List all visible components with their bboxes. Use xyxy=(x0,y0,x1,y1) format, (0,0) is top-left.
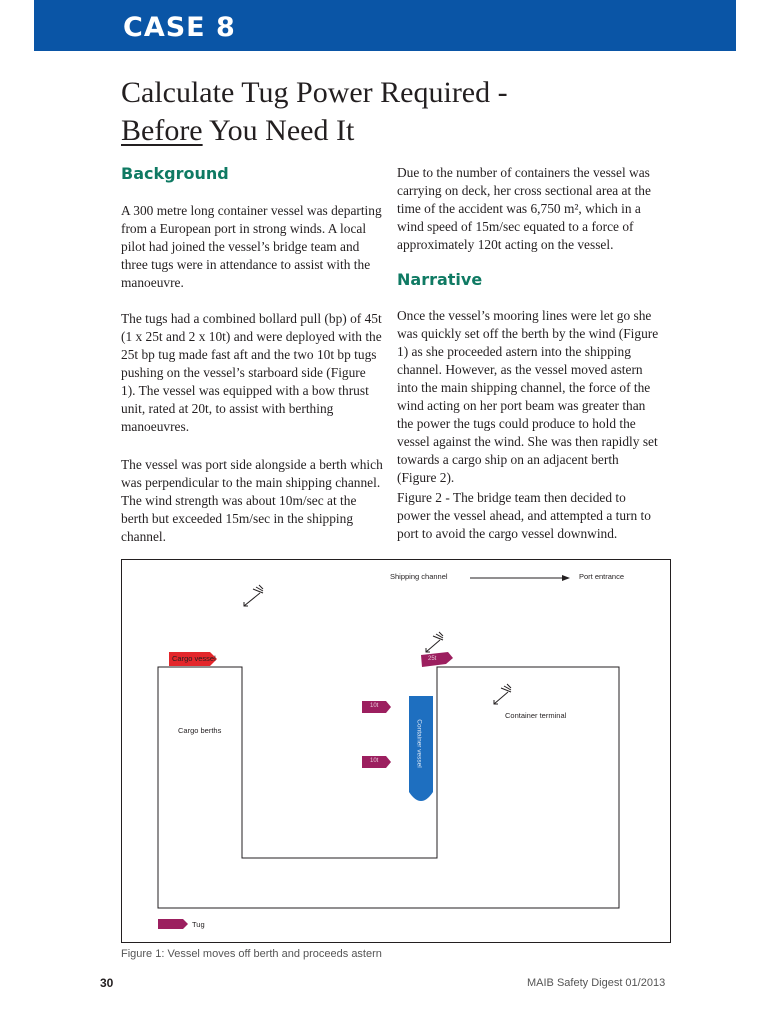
publication-footer: MAIB Safety Digest 01/2013 xyxy=(527,977,666,989)
shipping-channel-label: Shipping channel xyxy=(390,572,448,581)
wind-arrow-2 xyxy=(426,632,443,652)
tug-side-2-label: 10t xyxy=(370,758,379,764)
channel-arrow-head xyxy=(562,575,570,581)
page-title xyxy=(121,74,721,150)
tug-side-1-label: 10t xyxy=(370,703,379,709)
narrative-heading: Narrative xyxy=(397,270,483,289)
tug-aft-label: 25t xyxy=(428,656,437,662)
figure-caption: Figure 1: Vessel moves off berth and proceeds astern xyxy=(121,948,382,960)
harbour-diagram xyxy=(122,560,670,942)
background-paragraph-4: Due to the number of containers the vessel was carrying on deck, her cross sectional area at the time of the accident was 6,750 m², which in a wind speed of 15m/sec equated to a force of approximately 120t acting on the vessel. xyxy=(397,165,651,252)
wind-arrow-3 xyxy=(494,684,511,704)
background-heading: Background xyxy=(121,164,229,183)
case-label: CASE 8 xyxy=(123,12,236,43)
legend-tug-shape xyxy=(158,919,188,929)
container-terminal-label: Container terminal xyxy=(505,711,567,720)
port-entrance-label: Port entrance xyxy=(579,572,625,581)
figure-1-diagram xyxy=(121,559,671,943)
page-number: 30 xyxy=(100,976,114,990)
legend-tug-label: Tug xyxy=(192,920,205,929)
cargo-berths-label: Cargo berths xyxy=(178,726,222,735)
title-emphasis: Before xyxy=(121,114,203,147)
berth-outline xyxy=(158,667,619,908)
container-vessel-label: Container vessel xyxy=(415,719,423,768)
title-line-1: Calculate Tug Power Required - xyxy=(121,76,508,109)
tug-aft-shape xyxy=(421,652,453,667)
narrative-paragraph-1: Once the vessel’s mooring lines were let go she was quickly set off the berth by the wind (Figure 1) as she proceeded astern into the shipping channel. However, as the vessel moved astern into the main shipping channel, the force of the wind acting on her port beam was greater than the power the tugs could produce to hold the vessel against the wind. She was then rapidly set towards a cargo ship on an adjacent berth (Figure 2). xyxy=(397,308,659,485)
title-line-2: You Need It xyxy=(202,114,355,147)
cargo-vessel-label: Cargo vessel xyxy=(172,654,216,663)
background-paragraph-1: A 300 metre long container vessel was departing from a European port in strong winds. A local pilot had joined the vessel’s bridge team and three tugs were in attendance to assist with the manoeuvre. xyxy=(121,203,382,290)
background-paragraph-3: The vessel was port side alongside a berth which was perpendicular to the main shipping channel. The wind strength was about 10m/sec at the berth but exceeded 15m/sec in the shipping channel. xyxy=(121,457,383,544)
wind-arrow-1 xyxy=(244,585,263,606)
background-paragraph-2: The tugs had a combined bollard pull (bp) of 45t (1 x 25t and 2 x 10t) and were deployed with the 25t bp tug made fast aft and the two 10t bp tugs pushing on the vessel’s starboard side (Figure 1). The vessel was equipped with a bow thrust unit, rated at 20t, to assist with berthing manoeuvres. xyxy=(121,311,382,434)
narrative-paragraph-2: Figure 2 - The bridge team then decided to power the vessel ahead, and attempted a turn to port to avoid the cargo vessel downwind. xyxy=(397,490,651,541)
